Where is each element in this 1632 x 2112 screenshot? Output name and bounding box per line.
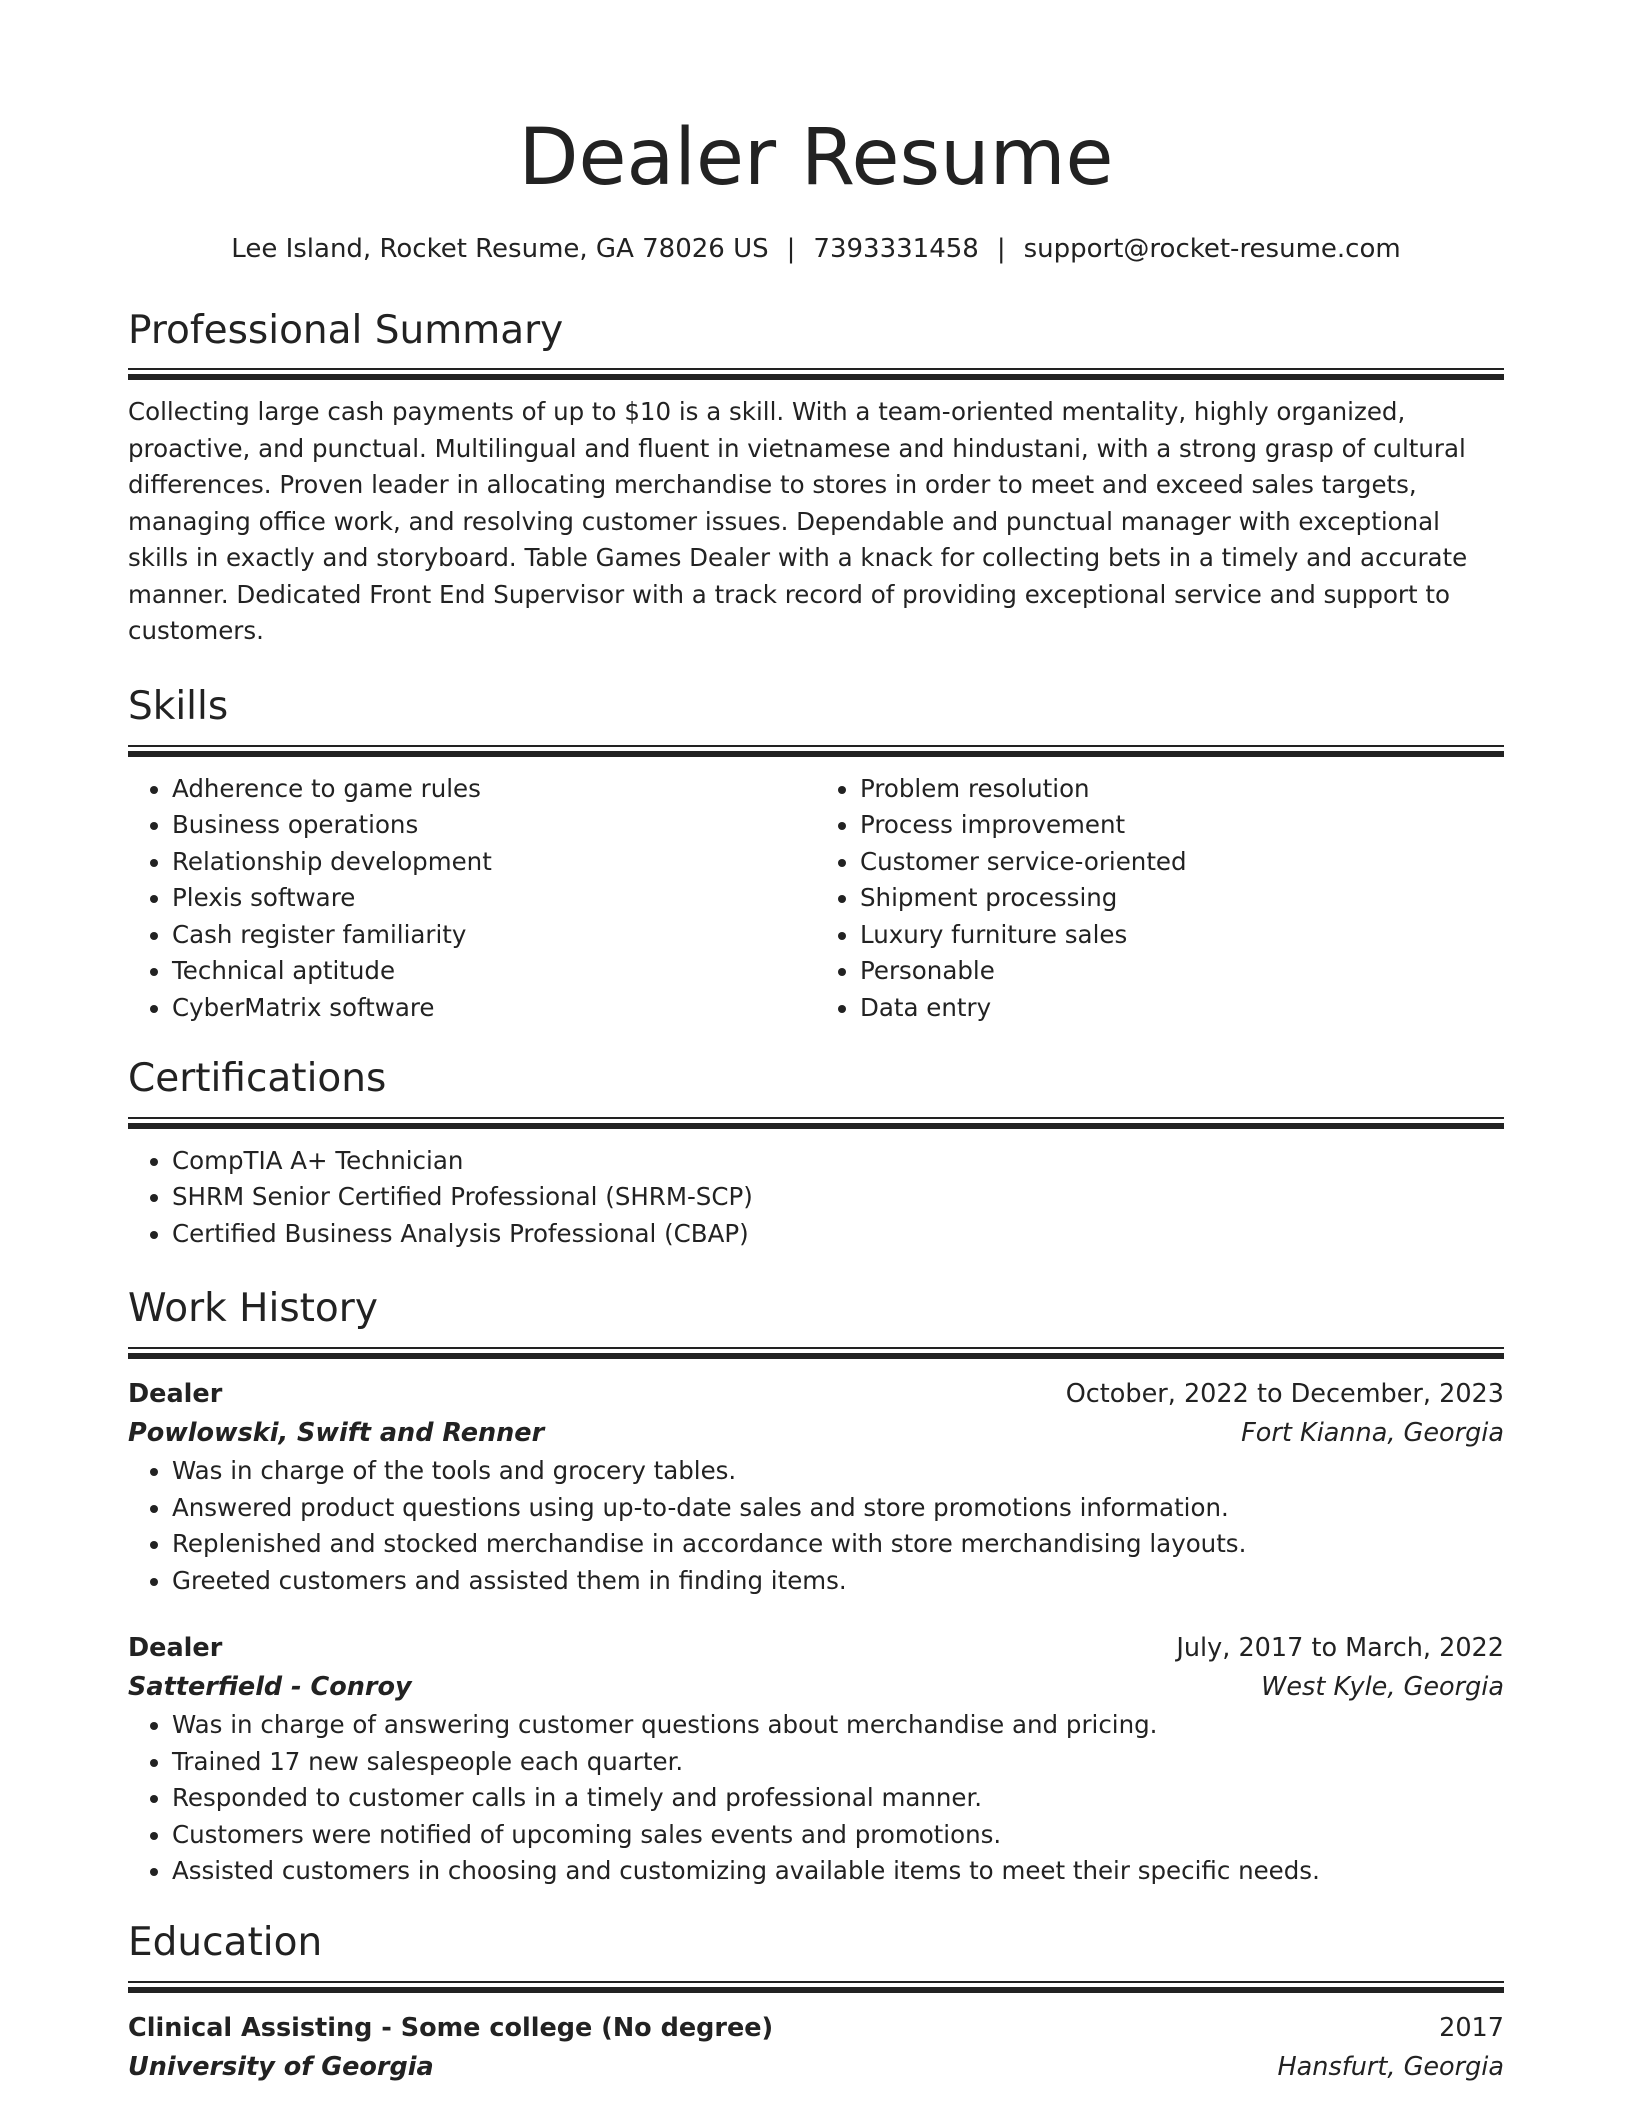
skills-column-left	[128, 771, 816, 1027]
education-school: University of Georgia	[128, 2051, 434, 2082]
skill-item: • Relationship development	[172, 844, 816, 881]
job-dates: July, 2017 to March, 2022	[1176, 1633, 1504, 1664]
job-duty: • Responded to customer calls in a timely and professional manner.	[172, 1780, 1504, 1817]
skill-item: • Luxury furniture sales	[860, 917, 1504, 954]
job-duty: • Greeted customers and assisted them in finding items.	[172, 1563, 1504, 1600]
education-header-row	[128, 2009, 1504, 2048]
certifications-list	[128, 1143, 1504, 1253]
job-subheader-row	[128, 1668, 1504, 1707]
job-company: Satterfield - Conroy	[128, 1672, 412, 1703]
section-heading: Certifications	[128, 1056, 387, 1102]
resume-title: Dealer Resume	[518, 113, 1114, 203]
section-heading: Education	[128, 1919, 323, 1965]
section-heading: Work History	[128, 1286, 378, 1332]
job-location: Fort Kianna, Georgia	[1241, 1418, 1504, 1449]
summary-text: Collecting large cash payments of up to $10 is a skill. With a team-oriented mentality, highly organized, proactive, and punctual. Multilingual and fluent in vietnamese and hindustani, with a strong grasp of cultural differences. Proven leader in allocating merchandise to stores in order to meet and exceed sales targets, managing office work, and resolving customer issues. Dependable and punctual manager with exceptional skills in exactly and storyboard. Table Games Dealer with a knack for collecting bets in a timely and accurate manner. Dedicated Front End Supervisor with a track record of providing exceptional service and support to customers.	[128, 397, 1468, 646]
contact-separator: |	[786, 233, 796, 264]
skills-section	[128, 684, 1504, 1026]
job-entry	[128, 1629, 1504, 1890]
job-duty: • Customers were notified of upcoming sales events and promotions.	[172, 1817, 1504, 1854]
contact-email: support@rocket-resume.com	[1023, 233, 1401, 264]
job-company: Powlowski, Swift and Renner	[128, 1418, 545, 1449]
job-entry	[128, 1375, 1504, 1599]
education-section	[128, 1920, 1504, 2087]
certifications-section	[128, 1056, 1504, 1252]
skill-item: • Process improvement	[860, 807, 1504, 844]
job-title: Dealer	[128, 1379, 223, 1410]
job-subheader-row	[128, 1414, 1504, 1453]
contact-address: Lee Island, Rocket Resume, GA 78026 US	[231, 233, 769, 264]
education-year: 2017	[1439, 2012, 1504, 2043]
job-header-row	[128, 1629, 1504, 1668]
contact-separator: |	[996, 233, 1006, 264]
job-header-row	[128, 1375, 1504, 1414]
contact-line	[128, 234, 1504, 264]
skill-item: • Data entry	[860, 990, 1504, 1027]
job-duty: • Was in charge of the tools and grocery tables.	[172, 1453, 1504, 1490]
skills-column-right	[816, 771, 1504, 1027]
certification-item: • Certified Business Analysis Professional (CBAP)	[172, 1216, 1504, 1253]
skill-item: • Shipment processing	[860, 880, 1504, 917]
section-divider	[128, 745, 1504, 757]
contact-phone: 7393331458	[813, 233, 979, 264]
job-duties-list	[128, 1707, 1504, 1890]
certification-item: • CompTIA A+ Technician	[172, 1143, 1504, 1180]
skill-item: • Problem resolution	[860, 771, 1504, 808]
job-duty: • Trained 17 new salespeople each quarter.	[172, 1744, 1504, 1781]
section-divider	[128, 1117, 1504, 1129]
job-dates: October, 2022 to December, 2023	[1065, 1379, 1504, 1410]
job-duty: • Answered product questions using up-to-date sales and store promotions information.	[172, 1490, 1504, 1527]
education-degree: Clinical Assisting - Some college (No degree)	[128, 2012, 774, 2043]
section-heading: Professional Summary	[128, 307, 564, 353]
skills-grid	[128, 771, 1504, 1027]
skill-item: • Adherence to game rules	[172, 771, 816, 808]
skill-item: • Personable	[860, 953, 1504, 990]
work-history-section	[128, 1286, 1504, 1889]
education-entry	[128, 2009, 1504, 2087]
skill-item: • Business operations	[172, 807, 816, 844]
certification-item: • SHRM Senior Certified Professional (SHRM-SCP)	[172, 1179, 1504, 1216]
skill-item: • CyberMatrix software	[172, 990, 816, 1027]
job-location: West Kyle, Georgia	[1261, 1672, 1504, 1703]
job-duty: • Replenished and stocked merchandise in accordance with store merchandising layouts.	[172, 1526, 1504, 1563]
section-heading: Skills	[128, 683, 229, 729]
section-divider	[128, 1981, 1504, 1993]
section-divider	[128, 1347, 1504, 1359]
summary-section	[128, 308, 1504, 650]
job-duties-list	[128, 1453, 1504, 1599]
skill-item: • Plexis software	[172, 880, 816, 917]
skill-item: • Technical aptitude	[172, 953, 816, 990]
job-title: Dealer	[128, 1633, 223, 1664]
skill-item: • Cash register familiarity	[172, 917, 816, 954]
skill-item: • Customer service-oriented	[860, 844, 1504, 881]
section-divider	[128, 368, 1504, 380]
education-location: Hansfurt, Georgia	[1277, 2051, 1504, 2082]
job-duty: • Assisted customers in choosing and customizing available items to meet their specific needs.	[172, 1853, 1504, 1890]
job-duty: • Was in charge of answering customer questions about merchandise and pricing.	[172, 1707, 1504, 1744]
education-subheader-row	[128, 2048, 1504, 2087]
